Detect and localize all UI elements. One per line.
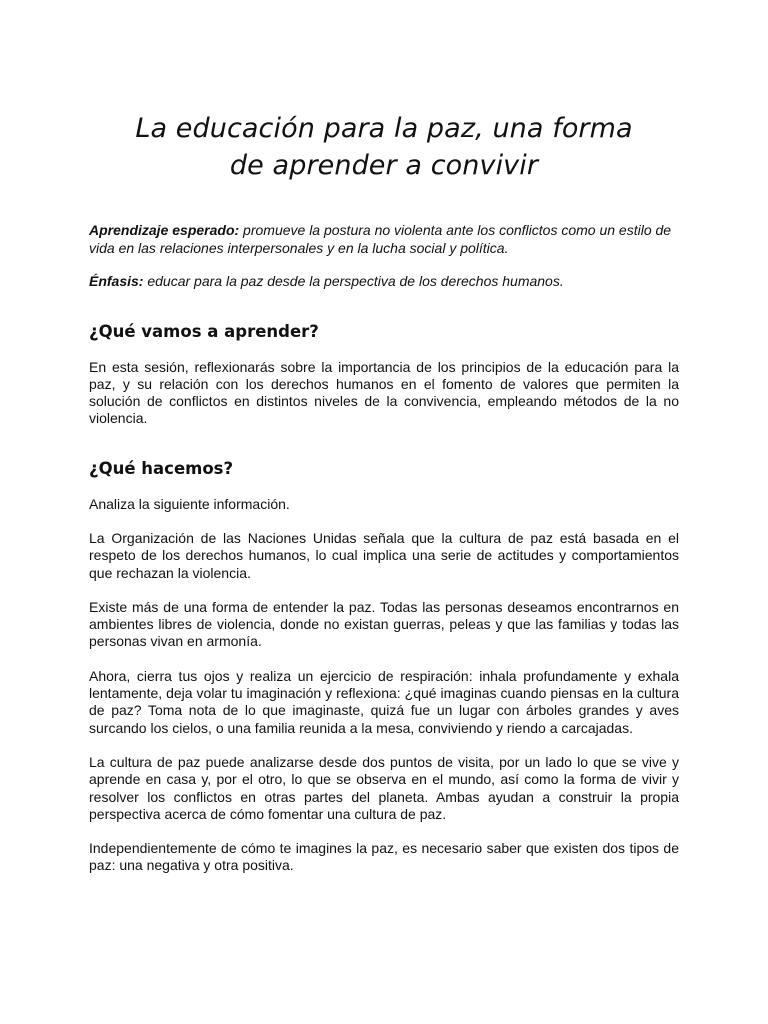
expected-learning	[89, 222, 679, 257]
expected-learning-label: Aprendizaje esperado:	[89, 222, 240, 238]
document-page	[89, 110, 679, 892]
title-line-1: La educación para la paz, una forma	[135, 113, 633, 144]
paragraph-forms-of-peace: Existe más de una forma de entender la paz. Todas las personas deseamos encontrarnos en ambientes libres de violencia, donde no existan guerras, peleas y que las familias y todas las personas vivan en armonía.	[89, 598, 679, 650]
section-heading-what-do: ¿Qué hacemos?	[89, 458, 234, 478]
section-heading-what-learn: ¿Qué vamos a aprender?	[89, 321, 319, 341]
emphasis-label: Énfasis:	[89, 273, 144, 289]
expected-learning-text: promueve la postura no violenta ante los conflictos como un estilo de vida en las relaciones interpersonales y en la lucha social y política.	[89, 222, 672, 256]
document-title	[89, 110, 679, 184]
title-line-2: de aprender a convivir	[229, 150, 539, 181]
paragraph-analyze: Analiza la siguiente información.	[89, 495, 290, 512]
emphasis-text: educar para la paz desde la perspectiva de los derechos humanos.	[143, 273, 564, 289]
paragraph-un-culture: La Organización de las Naciones Unidas señala que la cultura de paz está basada en el respeto de los derechos humanos, lo cual implica una serie de actitudes y comportamientos que rechazan la violencia.	[89, 529, 679, 581]
paragraph-types-of-peace: Independientemente de cómo te imagines la paz, es necesario saber que existen dos tipos de paz: una negativa y otra positiva.	[89, 840, 679, 874]
paragraph-breathing-exercise: Ahora, cierra tus ojos y realiza un ejercicio de respiración: inhala profundamente y exhala lentamente, deja volar tu imaginación y reflexiona: ¿qué imaginas cuando piensas en la cultura de paz? Toma nota de lo que imaginaste, quizá fue un lugar con árboles grandes y aves surcando los cielos, o una familia reunida a la mesa, conviviendo y riendo a carcajadas.	[89, 667, 679, 736]
paragraph-session-intro: En esta sesión, reflexionarás sobre la importancia de los principios de la educación para la paz, y su relación con los derechos humanos en el fomento de valores que permiten la solución de conflictos en distintos niveles de la convivencia, empleando métodos de la no violencia.	[89, 358, 679, 427]
paragraph-two-viewpoints: La cultura de paz puede analizarse desde dos puntos de visita, por un lado lo que se vive y aprende en casa y, por el otro, lo que se observa en el mundo, así como la forma de vivir y resolver los conflictos en otras partes del planeta. Ambas ayudan a construir la propia perspectiva acerca de cómo fomentar una cultura de paz.	[89, 753, 679, 822]
emphasis	[89, 273, 679, 291]
